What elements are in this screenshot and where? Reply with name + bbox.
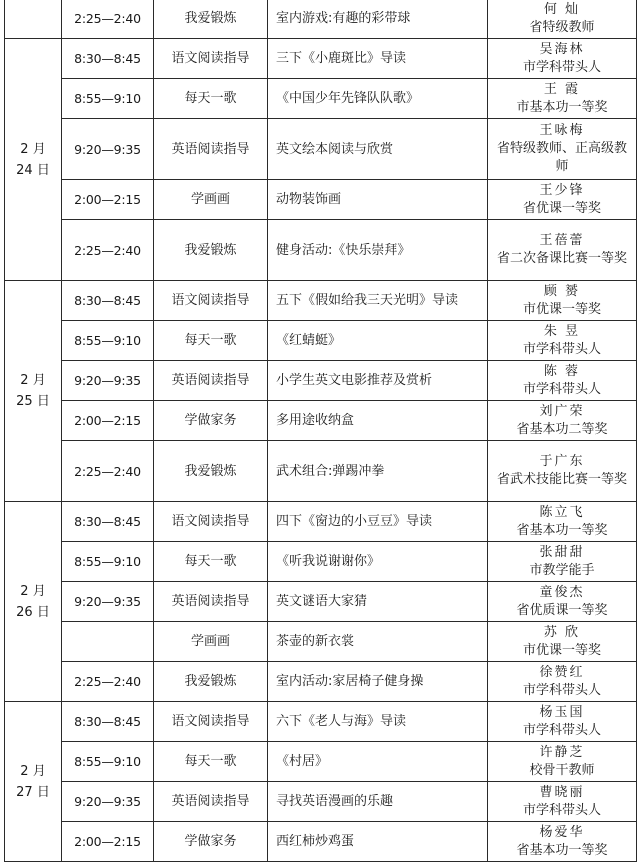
time-cell (62, 622, 154, 662)
content-cell: 室内游戏:有趣的彩带球 (268, 0, 488, 39)
table-row (5, 79, 637, 119)
content-cell: 英文绘本阅读与欣赏 (268, 119, 488, 180)
course-cell: 英语阅读指导 (154, 119, 268, 180)
table-row (5, 502, 637, 542)
teacher-cell (488, 39, 637, 79)
time-cell: 2:25—2:40 (62, 441, 154, 502)
table-row (5, 662, 637, 702)
teacher-name: 何 灿 (543, 1, 581, 17)
time-cell: 8:55—9:10 (62, 542, 154, 582)
content-cell: 五下《假如给我三天光明》导读 (268, 281, 488, 321)
teacher-cell (488, 321, 637, 361)
table-row (5, 39, 637, 79)
teacher-cell (488, 542, 637, 582)
course-cell: 每天一歌 (154, 542, 268, 582)
date-line-month: 2 月 (20, 763, 46, 779)
content-cell: 六下《老人与海》导读 (268, 702, 488, 742)
time-cell: 9:20—9:35 (62, 782, 154, 822)
teacher-title: 市学科带头人 (522, 722, 601, 738)
course-cell: 英语阅读指导 (154, 782, 268, 822)
date-line-month: 2 月 (20, 583, 46, 599)
teacher-name: 王 霞 (543, 81, 581, 97)
teacher-name: 童俊杰 (539, 584, 585, 600)
time-cell: 8:55—9:10 (62, 79, 154, 119)
teacher-name: 徐赞红 (539, 664, 585, 680)
date-line-month: 2 月 (20, 373, 46, 388)
teacher-title: 市基本功一等奖 (516, 99, 608, 115)
teacher-title: 市学科带头人 (522, 802, 601, 818)
time-cell: 9:20—9:35 (62, 119, 154, 180)
teacher-title: 市优课一等奖 (522, 301, 601, 317)
teacher-title: 省特级教师 (529, 19, 595, 35)
teacher-name: 杨爱华 (539, 824, 585, 840)
teacher-cell (488, 401, 637, 441)
course-cell: 学画画 (154, 622, 268, 662)
teacher-title: 市学科带头人 (522, 682, 601, 698)
teacher-cell (488, 441, 637, 502)
schedule-body (5, 0, 637, 862)
course-cell: 每天一歌 (154, 742, 268, 782)
table-row (5, 321, 637, 361)
course-cell: 学做家务 (154, 401, 268, 441)
course-cell: 英语阅读指导 (154, 361, 268, 401)
time-cell: 2:25—2:40 (62, 662, 154, 702)
table-row (5, 180, 637, 220)
teacher-name: 吴海林 (539, 41, 585, 57)
teacher-title: 省二次备课比赛一等奖 (496, 251, 627, 266)
date-line-day: 24 日 (16, 162, 50, 178)
teacher-title: 省基本功一等奖 (516, 842, 608, 858)
teacher-cell (488, 702, 637, 742)
teacher-name: 张甜甜 (539, 544, 585, 560)
course-cell: 英语阅读指导 (154, 582, 268, 622)
teacher-title: 省优课一等奖 (522, 200, 601, 216)
teacher-cell (488, 502, 637, 542)
teacher-title: 省基本功二等奖 (516, 421, 608, 437)
teacher-cell (488, 782, 637, 822)
content-cell: 茶壶的新衣裳 (268, 622, 488, 662)
teacher-title: 市学科带头人 (522, 341, 601, 357)
teacher-name: 王蓓蕾 (539, 233, 585, 248)
table-row (5, 401, 637, 441)
date-cell (5, 702, 62, 862)
teacher-cell (488, 281, 637, 321)
course-cell: 我爱锻炼 (154, 662, 268, 702)
teacher-cell (488, 180, 637, 220)
course-cell: 学做家务 (154, 822, 268, 862)
teacher-name: 曹晓丽 (539, 784, 585, 800)
teacher-name: 陈 蓉 (543, 363, 581, 379)
teacher-cell (488, 79, 637, 119)
teacher-cell (488, 220, 637, 281)
date-cell (5, 281, 62, 502)
content-cell: 寻找英语漫画的乐趣 (268, 782, 488, 822)
table-row (5, 220, 637, 281)
time-cell: 9:20—9:35 (62, 361, 154, 401)
content-cell: 三下《小鹿斑比》导读 (268, 39, 488, 79)
schedule-table (4, 0, 637, 862)
teacher-title: 市教学能手 (529, 562, 595, 578)
time-cell: 2:00—2:15 (62, 822, 154, 862)
content-cell: 室内活动:家居椅子健身操 (268, 662, 488, 702)
teacher-cell (488, 119, 637, 180)
teacher-cell (488, 822, 637, 862)
content-cell: 小学生英文电影推荐及赏析 (268, 361, 488, 401)
teacher-title: 省基本功一等奖 (516, 522, 608, 538)
teacher-title: 校骨干教师 (529, 762, 595, 778)
table-row (5, 782, 637, 822)
course-cell: 语文阅读指导 (154, 281, 268, 321)
table-row (5, 0, 637, 39)
course-cell: 我爱锻炼 (154, 441, 268, 502)
teacher-title: 省特级教师、正高级教师 (496, 141, 627, 174)
teacher-cell (488, 662, 637, 702)
course-cell: 语文阅读指导 (154, 39, 268, 79)
table-row (5, 742, 637, 782)
time-cell: 2:00—2:15 (62, 180, 154, 220)
teacher-name: 王咏梅 (539, 123, 585, 138)
time-cell: 2:25—2:40 (62, 220, 154, 281)
table-row (5, 119, 637, 180)
time-cell: 8:30—8:45 (62, 281, 154, 321)
content-cell: 《中国少年先锋队队歌》 (268, 79, 488, 119)
teacher-name: 苏 欣 (543, 624, 581, 640)
course-cell: 语文阅读指导 (154, 702, 268, 742)
course-cell: 学画画 (154, 180, 268, 220)
teacher-name: 刘广荣 (539, 403, 585, 419)
table-row (5, 582, 637, 622)
course-cell: 语文阅读指导 (154, 502, 268, 542)
table-row (5, 281, 637, 321)
content-cell: 西红柿炒鸡蛋 (268, 822, 488, 862)
date-line-month: 2 月 (20, 141, 46, 157)
time-cell: 8:55—9:10 (62, 321, 154, 361)
teacher-name: 陈立飞 (539, 504, 585, 520)
table-row (5, 622, 637, 662)
date-cell (5, 502, 62, 702)
table-row (5, 361, 637, 401)
course-cell: 我爱锻炼 (154, 220, 268, 281)
content-cell: 四下《窗边的小豆豆》导读 (268, 502, 488, 542)
teacher-cell (488, 361, 637, 401)
time-cell: 9:20—9:35 (62, 582, 154, 622)
content-cell: 《村居》 (268, 742, 488, 782)
content-cell: 英文谜语大家猜 (268, 582, 488, 622)
date-line-day: 25 日 (16, 394, 50, 409)
content-cell: 动物装饰画 (268, 180, 488, 220)
teacher-title: 市学科带头人 (522, 59, 601, 75)
time-cell: 8:30—8:45 (62, 39, 154, 79)
table-row (5, 822, 637, 862)
teacher-name: 顾 赟 (543, 283, 581, 299)
teacher-name: 于广东 (539, 454, 585, 469)
time-cell: 8:55—9:10 (62, 742, 154, 782)
teacher-cell (488, 622, 637, 662)
teacher-title: 市优课一等奖 (522, 642, 601, 658)
teacher-title: 省优质课一等奖 (516, 602, 608, 618)
teacher-name: 王少锋 (539, 182, 585, 198)
date-line-day: 27 日 (16, 784, 50, 800)
content-cell: 健身活动:《快乐崇拜》 (268, 220, 488, 281)
teacher-title: 市学科带头人 (522, 381, 601, 397)
teacher-name: 杨玉国 (539, 704, 585, 720)
teacher-title: 省武术技能比赛一等奖 (496, 472, 627, 487)
time-cell: 2:25—2:40 (62, 0, 154, 39)
course-cell: 每天一歌 (154, 79, 268, 119)
teacher-cell (488, 742, 637, 782)
content-cell: 《红蜻蜓》 (268, 321, 488, 361)
course-cell: 每天一歌 (154, 321, 268, 361)
date-line-day: 26 日 (16, 604, 50, 620)
content-cell: 多用途收纳盒 (268, 401, 488, 441)
time-cell: 8:30—8:45 (62, 702, 154, 742)
date-cell (5, 39, 62, 281)
table-row (5, 702, 637, 742)
course-cell: 我爱锻炼 (154, 0, 268, 39)
time-cell: 2:00—2:15 (62, 401, 154, 441)
table-row (5, 542, 637, 582)
table-row (5, 441, 637, 502)
date-cell (5, 0, 62, 39)
teacher-name: 许静芝 (539, 744, 585, 760)
time-cell: 8:30—8:45 (62, 502, 154, 542)
content-cell: 《听我说谢谢你》 (268, 542, 488, 582)
teacher-name: 朱 昱 (543, 323, 581, 339)
teacher-cell (488, 582, 637, 622)
content-cell: 武术组合:弹踢冲拳 (268, 441, 488, 502)
teacher-cell (488, 0, 637, 39)
